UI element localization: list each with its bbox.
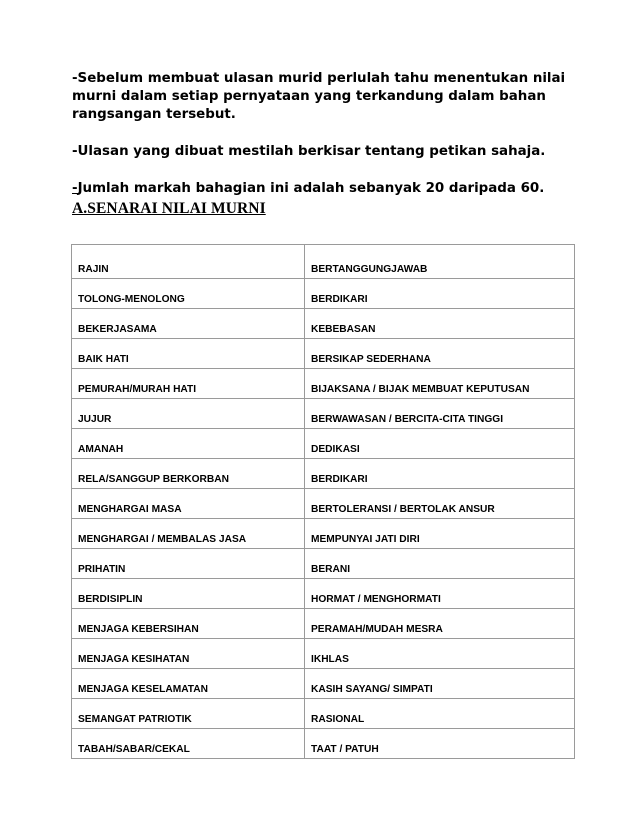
table-row	[72, 579, 575, 609]
table-row	[72, 729, 575, 759]
value-cell-left: BEKERJASAMA	[72, 309, 305, 339]
instruction-dash: -	[72, 181, 78, 196]
value-cell-left: PEMURAH/MURAH HATI	[72, 369, 305, 399]
section-heading: A.SENARAI NILAI MURNI	[72, 200, 266, 217]
value-cell-right: KEBEBASAN	[305, 309, 575, 339]
value-cell-left: BAIK HATI	[72, 339, 305, 369]
value-cell-left: SEMANGAT PATRIOTIK	[72, 699, 305, 729]
table-row	[72, 549, 575, 579]
value-cell-left: PRIHATIN	[72, 549, 305, 579]
instruction-paragraph-2: -Ulasan yang dibuat mestilah berkisar tentang petikan sahaja.	[72, 144, 546, 159]
value-cell-right: BERDIKARI	[305, 279, 575, 309]
values-table	[71, 244, 575, 759]
value-cell-right: HORMAT / MENGHORMATI	[305, 579, 575, 609]
table-row	[72, 699, 575, 729]
value-cell-right: BERTANGGUNGJAWAB	[305, 245, 575, 279]
value-cell-left: JUJUR	[72, 399, 305, 429]
value-cell-left: TOLONG-MENOLONG	[72, 279, 305, 309]
value-cell-left: MENJAGA KEBERSIHAN	[72, 609, 305, 639]
table-row	[72, 339, 575, 369]
value-cell-left: MENGHARGAI / MEMBALAS JASA	[72, 519, 305, 549]
value-cell-right: BERTOLERANSI / BERTOLAK ANSUR	[305, 489, 575, 519]
table-row	[72, 429, 575, 459]
table-row	[72, 279, 575, 309]
value-cell-left: MENJAGA KESELAMATAN	[72, 669, 305, 699]
value-cell-right: BERANI	[305, 549, 575, 579]
value-cell-left: BERDISIPLIN	[72, 579, 305, 609]
value-cell-left: AMANAH	[72, 429, 305, 459]
value-cell-right: IKHLAS	[305, 639, 575, 669]
value-cell-right: MEMPUNYAI JATI DIRI	[305, 519, 575, 549]
value-cell-left: MENJAGA KESIHATAN	[72, 639, 305, 669]
value-cell-left: RELA/SANGGUP BERKORBAN	[72, 459, 305, 489]
instruction-paragraph-1: -Sebelum membuat ulasan murid perlulah tahu menentukan nilai murni dalam setiap pernyataan yang terkandung dalam bahan rangsangan tersebut.	[72, 71, 566, 122]
instruction-paragraph-3	[72, 180, 572, 198]
value-cell-right: TAAT / PATUH	[305, 729, 575, 759]
table-row	[72, 309, 575, 339]
table-row	[72, 639, 575, 669]
instructions	[72, 70, 572, 198]
table-row	[72, 369, 575, 399]
table-row	[72, 459, 575, 489]
value-cell-right: PERAMAH/MUDAH MESRA	[305, 609, 575, 639]
value-cell-right: BIJAKSANA / BIJAK MEMBUAT KEPUTUSAN	[305, 369, 575, 399]
table-row	[72, 609, 575, 639]
value-cell-right: RASIONAL	[305, 699, 575, 729]
table-row	[72, 399, 575, 429]
value-cell-left: MENGHARGAI MASA	[72, 489, 305, 519]
table-row	[72, 489, 575, 519]
value-cell-right: DEDIKASI	[305, 429, 575, 459]
value-cell-right: BERSIKAP SEDERHANA	[305, 339, 575, 369]
values-table-body	[72, 245, 575, 759]
value-cell-right: KASIH SAYANG/ SIMPATI	[305, 669, 575, 699]
value-cell-right: BERDIKARI	[305, 459, 575, 489]
table-row	[72, 245, 575, 279]
value-cell-left: TABAH/SABAR/CEKAL	[72, 729, 305, 759]
table-row	[72, 669, 575, 699]
value-cell-left: RAJIN	[72, 245, 305, 279]
instruction-paragraph-3-text: Jumlah markah bahagian ini adalah sebanyak 20 daripada 60.	[77, 181, 545, 196]
value-cell-right: BERWAWASAN / BERCITA-CITA TINGGI	[305, 399, 575, 429]
table-row	[72, 519, 575, 549]
